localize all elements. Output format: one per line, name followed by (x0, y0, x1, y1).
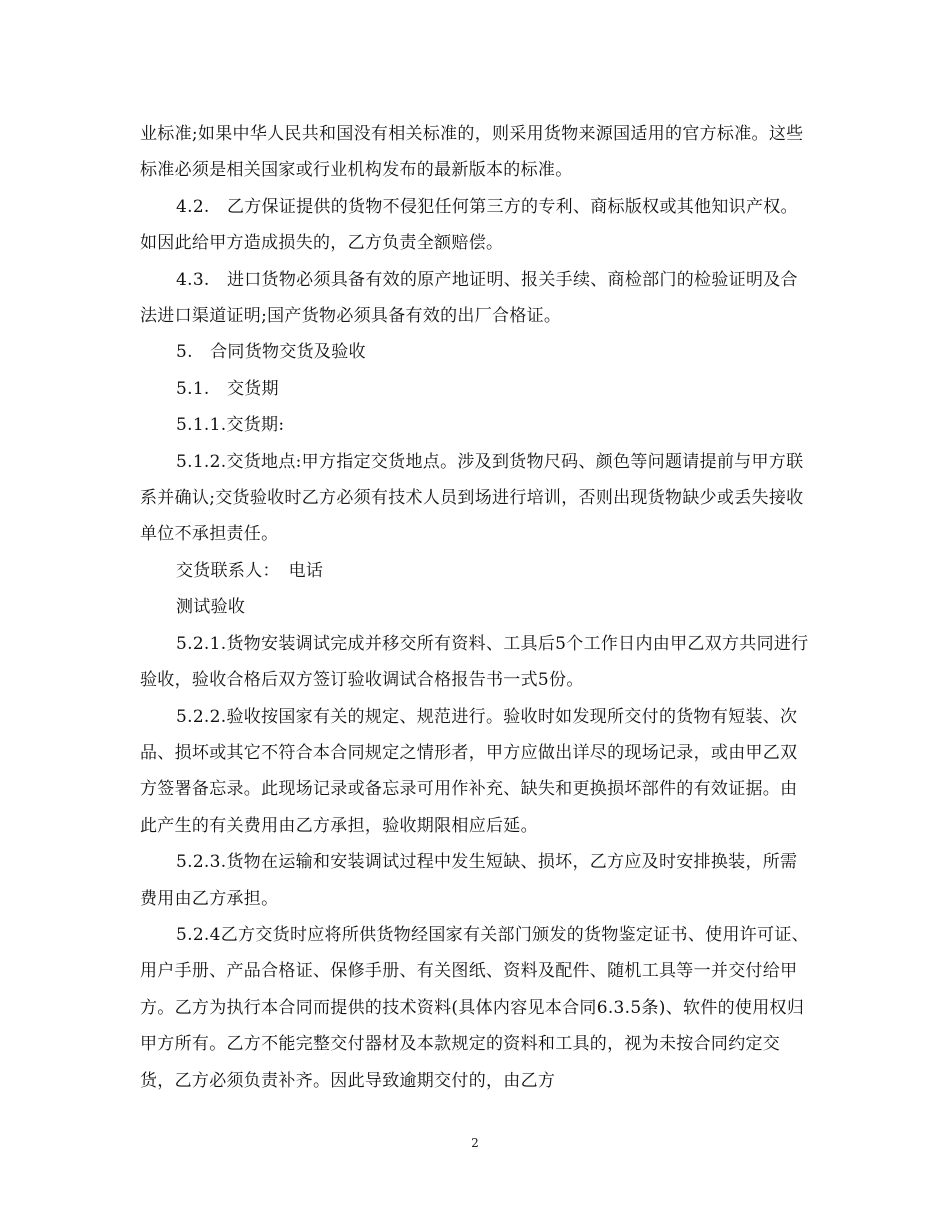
paragraph-5-1-2: 5.1.2.交货地点:甲方指定交货地点。涉及到货物尺码、颜色等问题请提前与甲方联系并确认;交货验收时乙方必须有技术人员到场进行培训，否则出现货物缺少或丢失接收单位不承担责任。 (140, 451, 804, 545)
paragraph-4-3: 4.3. 进口货物必须具备有效的原产地证明、报关手续、商检部门的检验证明及合法进口渠道证明;国产货物必须具备有效的出厂合格证。 (140, 269, 798, 327)
paragraph-5-1-1: 5.1.1.交货期: (176, 415, 285, 436)
body-text (140, 116, 812, 1099)
paragraph-delivery-contact: 交货联系人： 电话 (176, 560, 324, 581)
heading-5-1: 5.1. 交货期 (176, 378, 279, 399)
paragraph-5-2-2: 5.2.2.验收按国家有关的规定、规范进行。验收时如发现所交付的货物有短装、次品、损坏或其它不符合本合同规定之情形者，甲方应做出详尽的现场记录，或由甲乙双方签署备忘录。此现场记录或备忘录可用作补充、缺失和更换损坏部件的有效证据。由此产生的有关费用由乙方承担，验收期限相应后延。 (140, 706, 798, 836)
paragraph-standards-continued: 业标准;如果中华人民共和国没有相关标准的，则采用货物来源国适用的官方标准。这些标准必须是相关国家或行业机构发布的最新版本的标准。 (140, 124, 804, 181)
heading-testing-acceptance: 测试验收 (176, 597, 246, 618)
paragraph-5-2-3: 5.2.3.货物在运输和安装调试过程中发生短缺、损坏，乙方应及时安排换装，所需费用由乙方承担。 (140, 852, 798, 909)
paragraph-4-2: 4.2. 乙方保证提供的货物不侵犯任何第三方的专利、商标版权或其他知识产权。如因此给甲方造成损失的，乙方负责全额赔偿。 (140, 196, 798, 254)
paragraph-5-2-4: 5.2.4乙方交货时应将所供货物经国家有关部门颁发的货物鉴定证书、使用许可证、用户手册、产品合格证、保修手册、有关图纸、资料及配件、随机工具等一并交付给甲方。乙方为执行本合同而提供的技术资料(具体内容见本合同6.3.5条)、软件的使用权归甲方所有。乙方不能完整交付器材及本款规定的资料和工具的，视为未按合同约定交货，乙方必须负责补齐。因此导致逾期交付的，由乙方 (140, 924, 809, 1091)
heading-5: 5. 合同货物交货及验收 (176, 342, 366, 363)
page-number: 2 (471, 1136, 479, 1150)
paragraph-5-2-1: 5.2.1.货物安装调试完成并移交所有资料、工具后5个工作日内由甲乙双方共同进行验收，验收合格后双方签订验收调试合格报告书一式5份。 (140, 633, 809, 691)
